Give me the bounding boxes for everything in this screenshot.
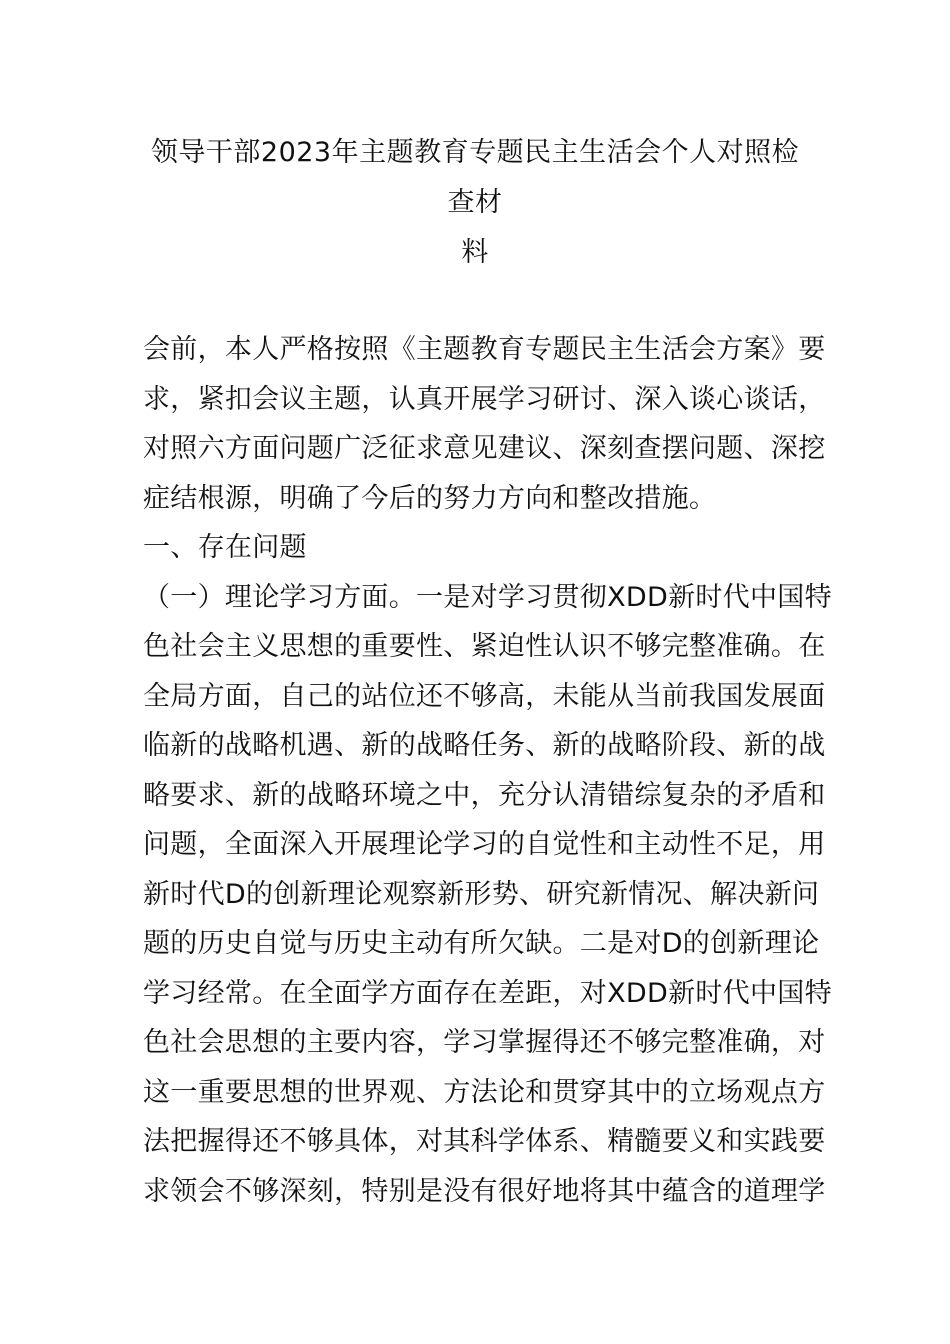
body-line: 题的历史自觉与历史主动有所欠缺。二是对D的创新理论 bbox=[143, 928, 820, 959]
body-line: 色社会思想的主要内容，学习掌握得还不够完整准确，对 bbox=[143, 1027, 826, 1058]
body-line: 会前，本人严格按照《主题教育专题民主生活会方案》要 bbox=[143, 334, 826, 365]
body-line: 新时代D的创新理论观察新形势、研究新情况、解决新问 bbox=[143, 878, 820, 910]
body-line: 法把握得还不够具体，对其科学体系、精髓要义和实践要 bbox=[143, 1126, 826, 1157]
document-title bbox=[140, 128, 810, 278]
body-line: 求领会不够深刻，特别是没有很好地将其中蕴含的道理学 bbox=[143, 1175, 826, 1207]
section-heading: 一、存在问题 bbox=[143, 532, 307, 563]
title-line: 料 bbox=[461, 237, 489, 268]
body-line: 问题，全面深入开展理论学习的自觉性和主动性不足，用 bbox=[143, 829, 826, 860]
body-line: 症结根源，明确了今后的努力方向和整改措施。 bbox=[143, 482, 717, 514]
body-line: 临新的战略机遇、新的战略任务、新的战略阶段、新的战 bbox=[143, 730, 826, 761]
body-line: 全局方面，自己的站位还不够高，未能从当前我国发展面 bbox=[143, 680, 826, 712]
body-line: 求，紧扣会议主题，认真开展学习研讨、深入谈心谈话， bbox=[143, 383, 826, 415]
body-line: 对照六方面问题广泛征求意见建议、深刻查摆问题、深挖 bbox=[143, 433, 826, 464]
body-line: 略要求、新的战略环境之中，充分认清错综复杂的矛盾和 bbox=[143, 779, 826, 811]
title-line: 领导干部2023年主题教育专题民主生活会个人对照检查材 bbox=[150, 137, 800, 218]
body-line: 这一重要思想的世界观、方法论和贯穿其中的立场观点方 bbox=[143, 1076, 826, 1108]
body-line: （一）理论学习方面。一是对学习贯彻XDD新时代中国特 bbox=[143, 581, 832, 613]
body-line: 色社会主义思想的重要性、紧迫性认识不够完整准确。在 bbox=[143, 631, 826, 662]
document-body bbox=[143, 325, 832, 1216]
body-line: 学习经常。在全面学方面存在差距，对XDD新时代中国特 bbox=[143, 977, 832, 1009]
